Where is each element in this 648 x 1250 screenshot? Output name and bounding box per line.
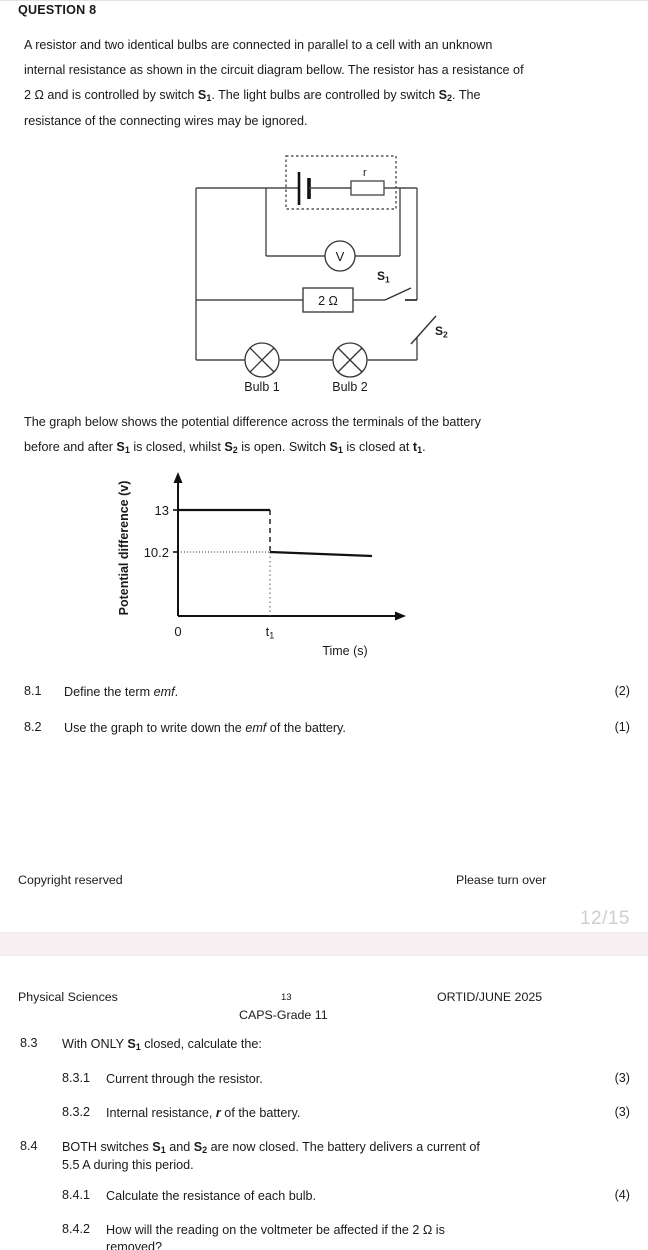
question-text-8-3-2	[106, 1105, 300, 1122]
header-exam-code: ORTID/JUNE 2025	[437, 990, 543, 1004]
question-text-8-4	[62, 1139, 582, 1174]
question-text-8-1	[64, 684, 178, 701]
q84-switch2: $S_2$	[193, 1140, 208, 1155]
switch1-ref-2: $S_1$	[116, 440, 130, 455]
graph-intro-line-1: The graph below shows the potential difference across the terminals of the battery	[24, 415, 481, 429]
question-number-8-3-2: 8.3.2	[62, 1105, 91, 1119]
question-number-8-4-1: 8.4.1	[62, 1188, 91, 1202]
switch1-ref-3: $S_1$	[329, 440, 343, 455]
page-separator	[0, 932, 648, 956]
marks-8-3-2: (3)	[614, 1105, 630, 1119]
question-text-8-3-1: Current through the resistor.	[106, 1072, 263, 1086]
q82-text: Use the graph to write down the	[64, 721, 246, 735]
switch1-ref: $S_1$	[197, 88, 212, 103]
q83-post: closed, calculate the:	[140, 1037, 262, 1051]
question-text-8-4-1: Calculate the resistance of each bulb.	[106, 1189, 317, 1203]
question-number-8-4: 8.4	[20, 1139, 38, 1153]
switch2-label: $S_2$	[435, 324, 448, 340]
page-title: QUESTION 8	[18, 3, 97, 17]
intro-line-1: A resistor and two identical bulbs are connected in parallel to a cell with an unknown	[24, 38, 493, 52]
q842-line-1: How will the reading on the voltmeter be affected if the 2 Ω is	[106, 1223, 445, 1237]
intro-line-2: internal resistance as shown in the circuit diagram bellow. The resistor has a resistance of	[24, 63, 524, 77]
page-indicator: 12/15	[579, 908, 630, 929]
time-t1-ref: $t_1$	[412, 440, 423, 455]
q84-mid: and	[165, 1140, 194, 1154]
q83-pre: With ONLY	[62, 1037, 128, 1051]
y-tick-13: 13	[154, 503, 169, 518]
question-number-8-3: 8.3	[20, 1036, 38, 1050]
intro-line-4: resistance of the connecting wires may be ignored.	[24, 114, 308, 128]
q84-line-2: 5.5 A during this period.	[62, 1158, 194, 1172]
q83-switch: $S_1$	[127, 1037, 141, 1052]
copyright-notice: Copyright reserved	[18, 873, 123, 887]
question-text-8-2	[64, 720, 346, 737]
circuit-diagram	[195, 148, 455, 398]
marks-8-2: (1)	[614, 720, 630, 734]
switch2-ref: $S_2$	[438, 88, 453, 103]
question-text-8-4-2	[106, 1222, 576, 1250]
header-page-number: 13	[281, 992, 292, 1003]
question-number-8-2: 8.2	[24, 720, 42, 734]
q84-pre: BOTH switches	[62, 1140, 153, 1154]
q81-tail: .	[174, 685, 179, 699]
q832-post: of the battery.	[220, 1106, 301, 1120]
y-tick-10-2: 10.2	[143, 545, 169, 560]
marks-8-4-1: (4)	[614, 1188, 630, 1202]
graph-intro-paragraph	[24, 410, 614, 461]
intro-line-3: 2 Ω and is controlled by switch $S_1$. The light bulbs are controlled by switch $S_2$. The	[24, 88, 481, 103]
x-tick-0: 0	[174, 624, 182, 639]
q84-line-1	[62, 1139, 582, 1157]
question-number-8-1: 8.1	[24, 684, 42, 698]
x-tick-t1: t1	[265, 624, 275, 641]
header-curriculum: CAPS-Grade 11	[239, 1008, 328, 1022]
question-number-8-3-1: 8.3.1	[62, 1071, 91, 1085]
q84-post: are now closed. The battery delivers a current of	[207, 1140, 480, 1154]
intro-paragraph	[24, 33, 608, 134]
page-top-border	[0, 0, 648, 1]
q81-italic: emf	[153, 685, 175, 699]
resistor-value-label: 2 Ω	[318, 294, 338, 308]
q832-symbol: r	[215, 1106, 221, 1120]
marks-8-3-1: (3)	[614, 1071, 630, 1085]
bulb2-label: Bulb 2	[332, 380, 368, 393]
q832-pre: Internal resistance,	[106, 1106, 216, 1120]
turn-over-notice: Please turn over	[456, 873, 547, 887]
question-text-8-3	[62, 1036, 262, 1054]
q82-tail: of the battery.	[266, 721, 346, 735]
q84-switch1: $S_1$	[152, 1140, 166, 1155]
switch2-ref-2: $S_2$	[224, 440, 238, 455]
switch1-label: $S_1$	[377, 269, 390, 285]
marks-8-1: (2)	[614, 684, 630, 698]
graph-intro-line-2: before and after $S_1$ is closed, whilst $S_2$ is open. Switch $S_1$ is closed at $t_1$.	[24, 440, 426, 455]
q81-text: Define the term	[64, 685, 154, 699]
voltmeter-label: V	[335, 249, 345, 264]
q842-line-2: removed?	[106, 1240, 163, 1250]
potential-difference-graph	[110, 468, 430, 663]
question-number-8-4-2: 8.4.2	[62, 1222, 91, 1236]
internal-resistance-label: r	[363, 167, 367, 179]
q82-italic: emf	[245, 721, 267, 735]
header-subject: Physical Sciences	[18, 990, 118, 1004]
y-axis-label: Potential difference (v)	[117, 480, 131, 616]
bulb1-label: Bulb 1	[244, 380, 280, 393]
x-axis-label: Time (s)	[322, 644, 368, 658]
